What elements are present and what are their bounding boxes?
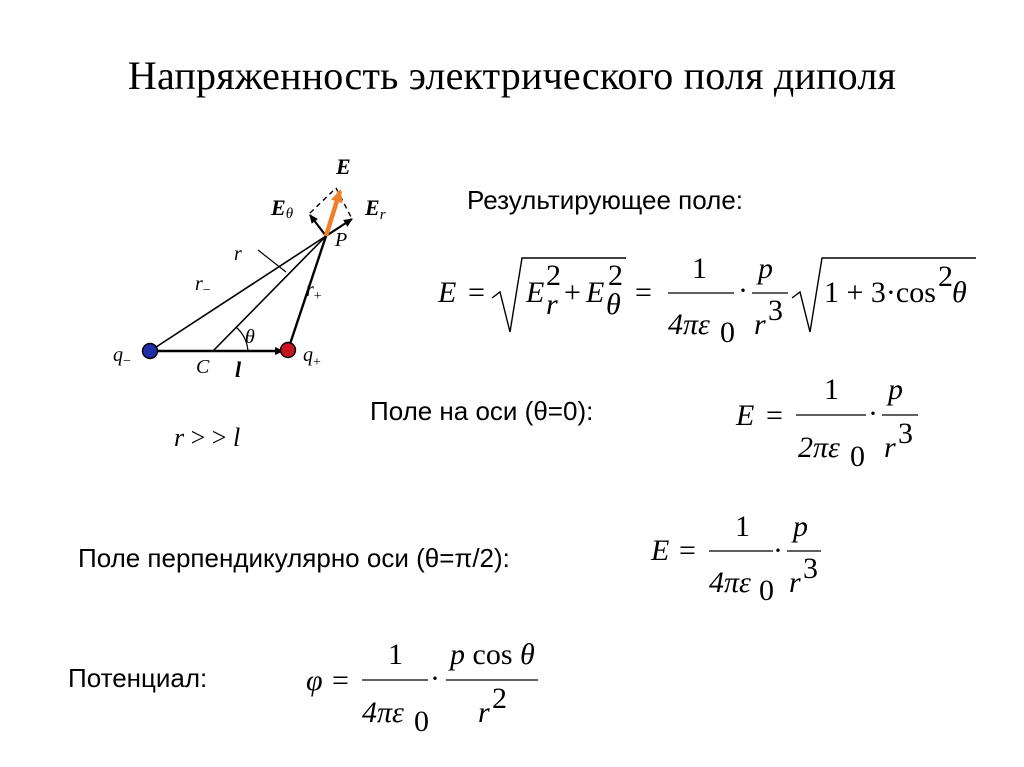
potential-label: Потенциал: xyxy=(68,663,208,693)
condition-text: r > > l xyxy=(174,423,241,452)
svg-text:=: = xyxy=(332,664,349,697)
svg-text:0: 0 xyxy=(720,316,735,349)
svg-text:E: E xyxy=(651,534,670,567)
svg-text:r: r xyxy=(546,288,558,321)
svg-text:·: · xyxy=(738,274,748,307)
formula-result xyxy=(430,240,990,360)
label-q-minus: $q_-$ xyxy=(113,344,131,369)
svg-text:=: = xyxy=(679,534,696,567)
svg-text:4πε: 4πε xyxy=(709,566,751,599)
svg-text:3: 3 xyxy=(898,417,913,450)
svg-text:φ: φ xyxy=(306,664,323,697)
label-p: P xyxy=(335,229,348,251)
label-e-theta: Eθ xyxy=(271,195,294,222)
label-q-plus: $q_+$ xyxy=(303,344,321,370)
label-r: r xyxy=(234,243,242,265)
svg-text:E: E xyxy=(586,276,605,309)
result-field-label: Результирующее поле: xyxy=(467,185,743,215)
svg-text:=: = xyxy=(468,276,485,309)
svg-text:2: 2 xyxy=(938,260,953,293)
label-c: C xyxy=(196,356,210,378)
label-r-minus: $r_-$ xyxy=(195,273,211,298)
svg-text:r: r xyxy=(884,431,896,464)
charge-minus xyxy=(143,344,158,359)
slide-title: Напряженность электрического поля диполя xyxy=(127,53,897,98)
svg-text:=: = xyxy=(635,276,652,309)
svg-text:1: 1 xyxy=(735,510,750,543)
svg-text:0: 0 xyxy=(850,440,865,473)
svg-text:·: · xyxy=(868,397,878,430)
svg-text:2πε: 2πε xyxy=(798,431,840,464)
svg-text:0: 0 xyxy=(759,574,774,607)
svg-text:2: 2 xyxy=(546,259,561,292)
label-r-plus: $r_+$ xyxy=(306,279,322,304)
label-theta: θ xyxy=(245,326,255,348)
charge-plus xyxy=(281,343,296,358)
e-theta-arrow xyxy=(310,215,326,236)
formula-perpendicular xyxy=(645,508,845,618)
r-tick xyxy=(258,250,286,272)
svg-text:p: p xyxy=(888,373,903,406)
svg-text:θ: θ xyxy=(952,276,967,309)
svg-text:1: 1 xyxy=(388,638,403,671)
svg-text:3: 3 xyxy=(803,552,818,585)
label-l: l xyxy=(235,357,242,382)
svg-text:E: E xyxy=(526,276,545,309)
svg-text:0: 0 xyxy=(414,705,429,738)
svg-text:r: r xyxy=(754,308,766,341)
svg-text:p cos θ: p cos θ xyxy=(450,638,535,671)
label-e-r: Er xyxy=(365,195,386,223)
svg-text:3: 3 xyxy=(768,294,783,327)
perpendicular-field-label: Поле перпендикулярно оси (θ=π/2): xyxy=(78,543,510,573)
svg-text:2: 2 xyxy=(492,682,507,715)
axis-field-label: Поле на оси (θ=0): xyxy=(370,396,594,426)
svg-text:=: = xyxy=(766,399,783,432)
formula-axis xyxy=(730,365,930,475)
svg-text:+: + xyxy=(564,276,581,309)
svg-text:r: r xyxy=(478,696,490,729)
svg-text:p: p xyxy=(758,252,773,285)
svg-text:4πε: 4πε xyxy=(362,696,404,729)
svg-text:1: 1 xyxy=(692,252,707,285)
svg-text:·: · xyxy=(430,662,440,695)
svg-text:p: p xyxy=(793,510,808,543)
svg-text:4πε: 4πε xyxy=(668,308,710,341)
svg-text:θ: θ xyxy=(606,288,621,321)
svg-text:2: 2 xyxy=(608,259,623,292)
svg-text:E: E xyxy=(438,276,457,309)
svg-text:1 + 3·cos: 1 + 3·cos xyxy=(824,276,936,309)
svg-text:E: E xyxy=(736,399,755,432)
formula-potential xyxy=(300,630,560,750)
svg-text:r: r xyxy=(789,566,801,599)
svg-text:·: · xyxy=(773,534,783,567)
svg-text:1: 1 xyxy=(824,373,839,406)
label-e: E xyxy=(336,154,351,179)
